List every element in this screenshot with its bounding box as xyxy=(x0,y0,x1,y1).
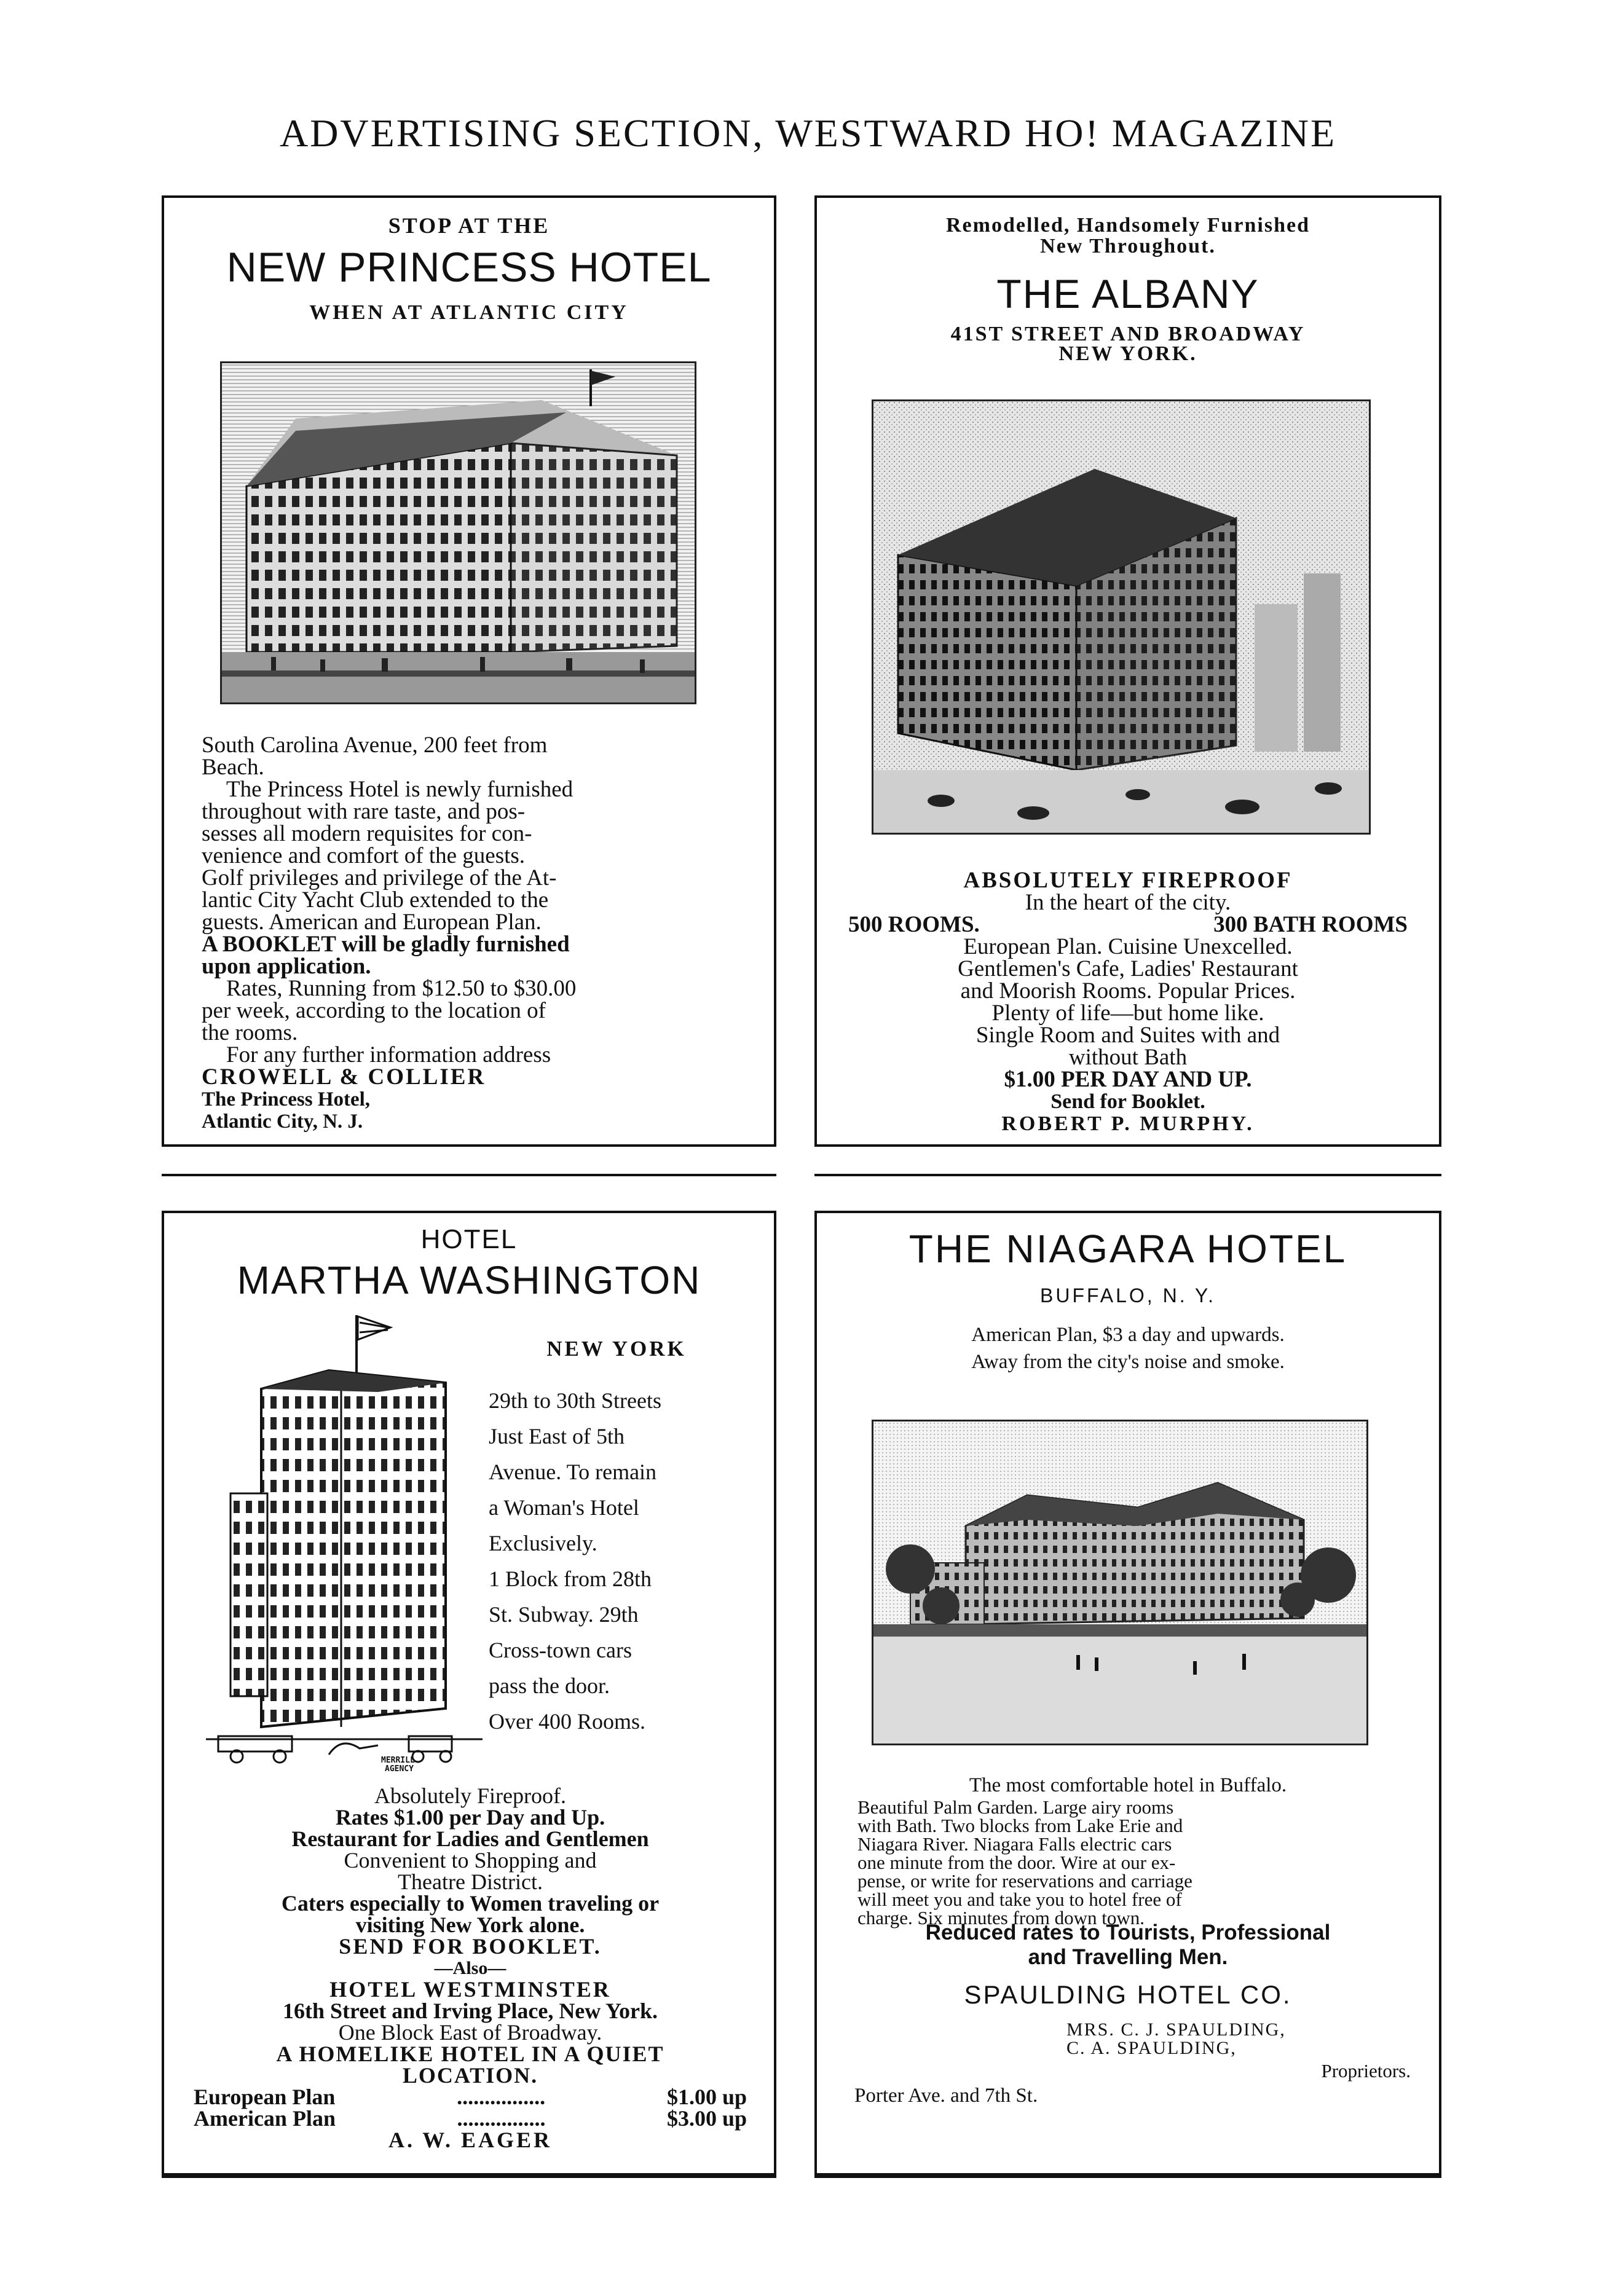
princess-booklet: A BOOKLET will be gladly furnished xyxy=(202,932,570,957)
niagara-owners xyxy=(1066,2021,1374,2058)
princess-rates: per week, according to the location of xyxy=(202,998,546,1023)
martha-image-credit xyxy=(381,1756,415,1774)
page-header: ADVERTISING SECTION, WESTWARD HO! MAGAZINE xyxy=(279,111,1337,155)
niagara-hotel-image xyxy=(872,1420,1368,1745)
niagara-body-line: Beautiful Palm Garden. Large airy rooms xyxy=(857,1796,1174,1818)
princess-body-line: lantic City Yacht Club extended to the xyxy=(202,887,549,913)
martha-side-line: a Woman's Hotel xyxy=(489,1495,639,1520)
martha-plan-dots: ................ xyxy=(457,2086,546,2108)
martha-body xyxy=(194,1785,747,2151)
princess-rates: Rates, Running from $12.50 to $30.00 xyxy=(226,976,577,1001)
niagara-body-line: pense, or write for reservations and carriage xyxy=(857,1870,1192,1892)
martha-also: —Also— xyxy=(434,1958,506,1978)
princess-rates: the rooms. xyxy=(202,1020,298,1045)
martha-caters: Caters especially to Women traveling or xyxy=(281,1891,660,1916)
albany-address xyxy=(814,324,1441,364)
martha-image-credit-line: MERRILL xyxy=(381,1756,415,1765)
albany-heart: In the heart of the city. xyxy=(1025,890,1231,915)
albany-body-line: Gentlemen's Cafe, Ladies' Restaurant xyxy=(958,956,1298,981)
albany-body-line: without Bath xyxy=(1068,1045,1188,1070)
albany-body-line: European Plan. Cuisine Unexcelled. xyxy=(963,934,1293,959)
albany-kicker-line: New Throughout. xyxy=(1040,235,1216,258)
niagara-bottom-rule xyxy=(814,2176,1441,2178)
martha-convenient: Theatre District. xyxy=(398,1869,543,1894)
martha-west-address: 16th Street and Irving Place, New York. xyxy=(283,1999,658,2023)
albany-address-line: NEW YORK. xyxy=(1058,342,1197,365)
princess-body-line: South Carolina Avenue, 200 feet from xyxy=(202,733,548,758)
martha-side-line: Avenue. To remain xyxy=(489,1460,657,1484)
niagara-body-line: one minute from the door. Wire at our ex- xyxy=(857,1852,1176,1873)
martha-owner: A. W. EAGER xyxy=(388,2128,553,2152)
niagara-address: Porter Ave. and 7th St. xyxy=(854,2085,1038,2107)
martha-side-line: Exclusively. xyxy=(489,1531,597,1555)
princess-body-line: The Princess Hotel is newly furnished xyxy=(226,777,573,802)
martha-side-line: St. Subway. 29th xyxy=(489,1602,639,1627)
princess-body-line: guests. American and European Plan. xyxy=(202,910,542,935)
martha-side-line: 29th to 30th Streets xyxy=(489,1388,661,1413)
albany-kicker-line: Remodelled, Handsomely Furnished xyxy=(946,214,1310,237)
martha-plan-row xyxy=(194,2086,747,2108)
niagara-reduced-line: and Travelling Men. xyxy=(1028,1945,1228,1969)
princess-booklet: upon application. xyxy=(202,954,371,979)
princess-hotel-name: The Princess Hotel, xyxy=(202,1088,371,1111)
niagara-comfortable: The most comfortable hotel in Buffalo. xyxy=(969,1774,1287,1796)
albany-fireproof: ABSOLUTELY FIREPROOF xyxy=(963,868,1293,893)
niagara-proprietors: Proprietors. xyxy=(1321,2060,1411,2082)
albany-owner: ROBERT P. MURPHY. xyxy=(1001,1112,1255,1135)
martha-bottom-rule xyxy=(162,2176,776,2178)
albany-title: THE ALBANY xyxy=(996,271,1259,316)
niagara-body-line: charge. Six minutes from down town. xyxy=(857,1907,1145,1928)
martha-fireproof: Absolutely Fireproof. xyxy=(374,1783,566,1808)
separator-rule xyxy=(814,1174,1441,1176)
princess-city: Atlantic City, N. J. xyxy=(202,1111,363,1133)
martha-convenient: Convenient to Shopping and xyxy=(344,1848,597,1873)
albany-rooms-row xyxy=(836,914,1420,936)
princess-firm: CROWELL & COLLIER xyxy=(202,1064,486,1090)
martha-plan-name: European Plan xyxy=(194,2085,336,2109)
martha-side-line: 1 Block from 28th xyxy=(489,1567,652,1591)
princess-body-line: sesses all modern requisites for con- xyxy=(202,821,532,846)
martha-side-line: pass the door. xyxy=(489,1673,610,1698)
albany-booklet: Send for Booklet. xyxy=(1050,1090,1205,1113)
martha-kicker: HOTEL xyxy=(420,1224,518,1254)
martha-image-credit-line: AGENCY xyxy=(385,1764,414,1774)
albany-kicker xyxy=(814,215,1441,257)
niagara-reduced-line: Reduced rates to Tourists, Professional xyxy=(925,1921,1331,1944)
niagara-body-line: with Bath. Two blocks from Lake Erie and xyxy=(857,1815,1183,1836)
princess-body-line: throughout with rare taste, and pos- xyxy=(202,799,526,824)
martha-hotel-image xyxy=(206,1309,483,1782)
princess-info: For any further information address xyxy=(226,1042,551,1067)
martha-westminster: HOTEL WESTMINSTER xyxy=(329,1977,611,2002)
princess-body-line: venience and comfort of the guests. xyxy=(202,843,526,868)
princess-body-line: Beach. xyxy=(202,755,264,780)
niagara-plan-line: Away from the city's noise and smoke. xyxy=(971,1351,1285,1373)
martha-send: SEND FOR BOOKLET. xyxy=(339,1934,602,1959)
martha-plan-row xyxy=(194,2108,747,2129)
martha-caters: visiting New York alone. xyxy=(355,1913,585,1937)
albany-body-line: Single Room and Suites with and xyxy=(976,1023,1280,1048)
martha-side-line: Cross-town cars xyxy=(489,1638,632,1662)
princess-body-line: Golf privileges and privilege of the At- xyxy=(202,865,557,890)
albany-rate: $1.00 PER DAY AND UP. xyxy=(1004,1067,1252,1092)
separator-rule xyxy=(162,1174,776,1176)
princess-title: NEW PRINCESS HOTEL xyxy=(226,244,712,291)
niagara-body-line: will meet you and take you to hotel free of xyxy=(857,1889,1182,1910)
martha-plan-price: $1.00 up xyxy=(666,2085,747,2109)
niagara-company: SPAULDING HOTEL CO. xyxy=(964,1980,1292,2009)
albany-rooms: 500 ROOMS. xyxy=(848,912,980,937)
niagara-body xyxy=(857,1776,1398,1927)
martha-rates: Rates $1.00 per Day and Up. xyxy=(335,1805,605,1830)
niagara-title: THE NIAGARA HOTEL xyxy=(909,1227,1347,1271)
martha-plan-name: American Plan xyxy=(194,2106,336,2131)
princess-kicker: STOP AT THE xyxy=(388,213,550,238)
princess-subtitle: WHEN AT ATLANTIC CITY xyxy=(309,301,629,324)
martha-plan-price: $3.00 up xyxy=(666,2106,747,2131)
albany-bath: 300 BATH ROOMS xyxy=(1213,912,1408,937)
niagara-owner-line: C. A. SPAULDING, xyxy=(1066,2038,1237,2058)
martha-homelike: A HOMELIKE HOTEL IN A QUIET xyxy=(276,2042,664,2066)
princess-hotel-image xyxy=(220,361,696,704)
albany-address-line: 41ST STREET AND BROADWAY xyxy=(950,323,1306,345)
martha-homelike: LOCATION. xyxy=(402,2063,538,2088)
princess-body xyxy=(202,734,734,1133)
albany-body xyxy=(836,870,1420,1135)
niagara-city: BUFFALO, N. Y. xyxy=(1039,1284,1216,1307)
martha-plan-dots: ................ xyxy=(457,2108,546,2129)
martha-title: MARTHA WASHINGTON xyxy=(237,1258,701,1302)
niagara-plan xyxy=(814,1321,1441,1375)
albany-hotel-image xyxy=(872,399,1371,835)
martha-side-line: Over 400 Rooms. xyxy=(489,1709,645,1734)
niagara-plan-line: American Plan, $3 a day and upwards. xyxy=(971,1324,1285,1346)
martha-side-text xyxy=(489,1383,735,1739)
martha-side-line: Just East of 5th xyxy=(489,1424,625,1449)
martha-restaurant: Restaurant for Ladies and Gentlemen xyxy=(291,1826,649,1851)
albany-body-line: Plenty of life—but home like. xyxy=(991,1001,1264,1026)
albany-body-line: and Moorish Rooms. Popular Prices. xyxy=(960,978,1296,1004)
niagara-owner-line: MRS. C. J. SPAULDING, xyxy=(1066,2019,1286,2040)
martha-west-block: One Block East of Broadway. xyxy=(338,2020,602,2045)
martha-city: NEW YORK xyxy=(546,1337,687,1361)
niagara-reduced xyxy=(814,1921,1441,1970)
niagara-body-line: Niagara River. Niagara Falls electric cars xyxy=(857,1833,1172,1855)
